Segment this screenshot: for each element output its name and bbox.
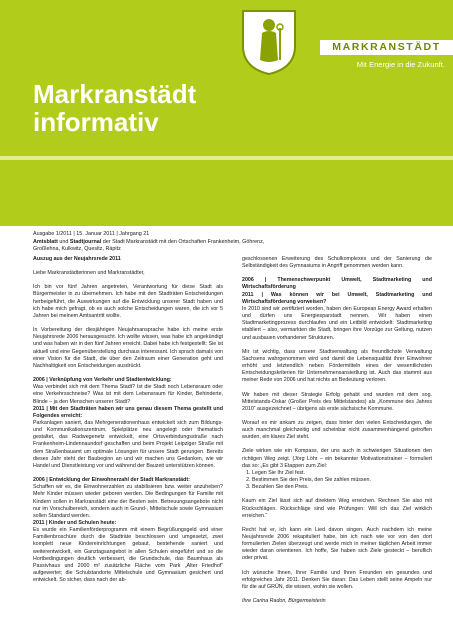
publication-info-rest: der Stadt Markranstädt mit den Ortschaften Frankenheim, Göhrenz,: [101, 238, 265, 245]
masthead-stripe: [0, 156, 453, 160]
list-item: 3. Bezahlen Sie den Preis.: [252, 484, 432, 491]
paragraph: Mir ist wichtig, dass unsere Stadtverwaltung als freundlichste Verwaltung Sachsens wahrgenommen wird und damit die Lebensqualität ihrer Einwohner erhöht und letztendlich neben Fördermitteln eines der wesentlichsten Entscheidungskriterien für Unternehmensansiedlung ist. Auch das stammt aus meiner Rede von 2006 und hat nichts an Bedeutung verloren.: [242, 348, 432, 384]
localities: Großlehna, Kulkwitz, Quesitz, Räpitz: [33, 246, 121, 252]
section-heading: 2006 | Themenschwerpunkt Umwelt, Stadtmarketing und Wirtschaftsförderung: [242, 277, 432, 291]
paragraph: Ziele wirken wie ein Kompass, der uns auch in schwierigen Situationen den richtigen Weg zeigt. (Jörg Löhr – ein bekannter Motivationstrainer – formuliert das so: „Es gibt 3 Etappen zum Ziel:: [242, 448, 432, 469]
section-heading: 2006 | Verknüpfung von Verkehr und Stadtentwicklung:: [33, 377, 172, 384]
stadtjournal-label: Stadtjournal: [69, 238, 102, 245]
section-heading: 2011 | Mit den Stadträten haben wir uns genau diesem Thema gestellt und Folgendes erreicht:: [33, 405, 223, 419]
city-crest-icon: [240, 8, 298, 76]
article-heading: Auszug aus der Neujahrsrede 2011: [33, 256, 121, 262]
salutation: Liebe Markranstädterinnen und Markranstädter,: [33, 270, 145, 277]
brand-logo: MARKRANSTÄDT: [320, 40, 453, 55]
left-column: [33, 256, 223, 591]
paragraph: Recht hat er, ich kann ein Lied davon singen. Auch nachdem ich meine Neujahrsrede 2006 rekapituliert habe, bin ich nach wie vor von den dort formulierten Zielen überzeugt und werde mich in meiner täglichen Arbeit immer wieder daran orientieren. Ich hoffe, Sie haben sich Ziele gesteckt – beruflich oder privat.: [242, 526, 432, 562]
paragraph: Kaum ein Ziel lässt sich auf direktem Weg erreichen. Rechnen Sie also mit Rückschlägen. Rückschläge sind wie Prüfungen: Will ich das Ziel wirklich erreichen.“: [242, 498, 432, 519]
paragraph: geschlossenen Erweiterung des Schulkomplexes und der Sanierung die Selbständigkeit des Gymnasiums in Angriff genommen werden kann.: [242, 256, 432, 270]
steps-list: [242, 470, 432, 491]
publication-info: [33, 239, 433, 246]
paragraph: Es wurde ein Familienförderprogramm mit einem Begrüßungsgeld und einer Familienbroschüre durch die Stadträte beschlossen und umgesetzt, zwei komplett neue Kindereinrichtungen gebaut, bestehende saniert und weiterentwickelt, ein Ganztagsangebot in allen Schulen eingeführt und so die Hortbedingungen deutlich verbessert, die Grundschule, das Baumhaus als Passivhaus und 2000 m² zusätzliche Fläche vom Park „Alter Friedhof“ aufgewertet; die Schulstandorte Mittelschule und Gymnasium gesichert und entwickelt. So sicher, dass nach der ab-: [33, 527, 223, 584]
amtsblatt-label: Amtsblatt: [33, 238, 58, 245]
paragraph: In 2010 sind wir zertifiziert worden, haben den European Energy Award erhalten und dürfen uns Energiesparstadt nennen. Wir haben einen Stadtmarketingprozess durchlaufen und ein Leitbild entwickelt: Stadtmarketing etabliert – also, vermarkten die Stadt, bringen ihre Vorzüge zur Geltung, nutzen und ausbauen vorhandener Strukturen.: [242, 305, 432, 341]
paragraph: Ich wünsche Ihnen, Ihrer Familie und Ihren Freunden ein gesundes und erfolgreiches Jahr 2011. Denken Sie daran: Das Leben stellt seine Ampeln nur für die auf GRÜN, die wissen, wohin sie wollen.: [242, 569, 432, 590]
right-column: [242, 256, 432, 612]
list-item: 1. Legen Sie Ihr Ziel fest.: [252, 470, 432, 477]
page-title: [33, 80, 196, 136]
signature: Ihre Carina Radon, Bürgermeisterin: [242, 598, 326, 605]
paragraph: Schaffen wir es, die Einwohnerzahlen zu stabilisieren bzw. weiter anzuheben? Mehr Kinder müssen wieder geboren werden. Die Bedingungen für Familie mit Kindern sollen in Markranstädt eine der Besten sein. Betreuungsangebote nicht nur im Vorschulbereich, sondern auch in Grund-, Mittelschule sowie Gymnasium sollen Standard werden.: [33, 484, 223, 519]
section-heading: 2006 | Entwicklung der Einwohnerzahl der Stadt Markranstädt:: [33, 477, 190, 484]
tagline: Mit Energie in die Zukunft.: [356, 60, 445, 69]
issue-info: Ausgabe 1/2011 | 15. Januar 2011 | Jahrgang 21: [33, 231, 150, 237]
title-line-2: informativ: [33, 107, 159, 137]
paragraph: Was verbindet sich mit dem Thema Stadt? Ist die Stadt noch Lebensraum oder eine Verkehrsschneise? Was ist mit dem Lebensraum für Kinder, Behinderte, Blinde – ja den Menschen unserer Stadt?: [33, 384, 223, 405]
paragraph: Ich bin vor fünf Jahren angetreten, Verantwortung für diese Stadt als Bürgermeister in zu übernehmen. Ich habe mit den Stadträten Entscheidungen herbeigeführt, die Auswirkungen auf die Entwicklung unserer Stadt haben und ich habe mich gefragt, ob es auch solche Entscheidungen waren, die ich vor 5 Jahren bei meinem Amtsantritt wollte.: [33, 284, 223, 319]
paragraph: Parkanlagen saniert, das Mehrgenerationenhaus entwickelt sich zum Bildungs- und Kommunikationszentrum, Spielplätze neu angelegt oder thematisch gestaltet, das Radwegenetz entwickelt, eine Ortsverbindungsstraße nach Frankenheim-Lindennaundorf geschaffen und beim Projekt Leipziger Straße mit dem Straßenbauamt um optimale Lösungen für unsere Stadt gerungen. Bereits dieses Jahr steht der Baubeginn an und wir machen uns Gedanken, wie wir Handel und Dienstleistung vor und während der Bauzeit unterstützen können.: [33, 419, 223, 469]
and-word: und: [57, 238, 70, 245]
paragraph: In Vorbereitung der diesjährigen Neujahrsansprache habe ich meine erste Neujahrsrede 2006 herausgesucht. Ich wollte wissen, was habe ich angekündigt und was haben wir in den fünf Jahren erreicht. Dabei habe ich festgestellt: Sie ist aktuell und eine Gegenüberstellung durchaus interessant. Ich sprach damals von einer Vision für die Stadt, die über den Zeitraum einer Generation geht und Nachhaltigkeit von Entscheidungen ausdrückt.: [33, 327, 223, 369]
masthead: [0, 0, 453, 226]
list-item: 2. Bestimmen Sie den Preis, den Sie zahlen müssen.: [252, 477, 432, 484]
section-heading: 2011 | Kinder und Schulen heute:: [33, 520, 117, 526]
section-heading: 2011 | Was können wir bei Umwelt, Stadtmarketing und Wirtschaftsförderung vorweisen?: [242, 291, 432, 305]
title-line-1: Markranstädt: [33, 79, 197, 109]
paragraph: Worauf es mir ankam zu zeigen, dass hinter den vielen Entscheidungen, die auch manchmal gleichzeitig und scheinbar nicht zusammenhängend getroffen wurden, ein klares Ziel steht.: [242, 419, 432, 441]
paragraph: Wir haben mit dieser Strategie Erfolg gehabt und wurden mit dem sog. Mittelstands-Oskar (Großer Preis des Mittelstandes) als „Kommune des Jahres 2010“ ausgezeichnet – übrigens als erste sächsische Kommune.: [242, 391, 432, 412]
